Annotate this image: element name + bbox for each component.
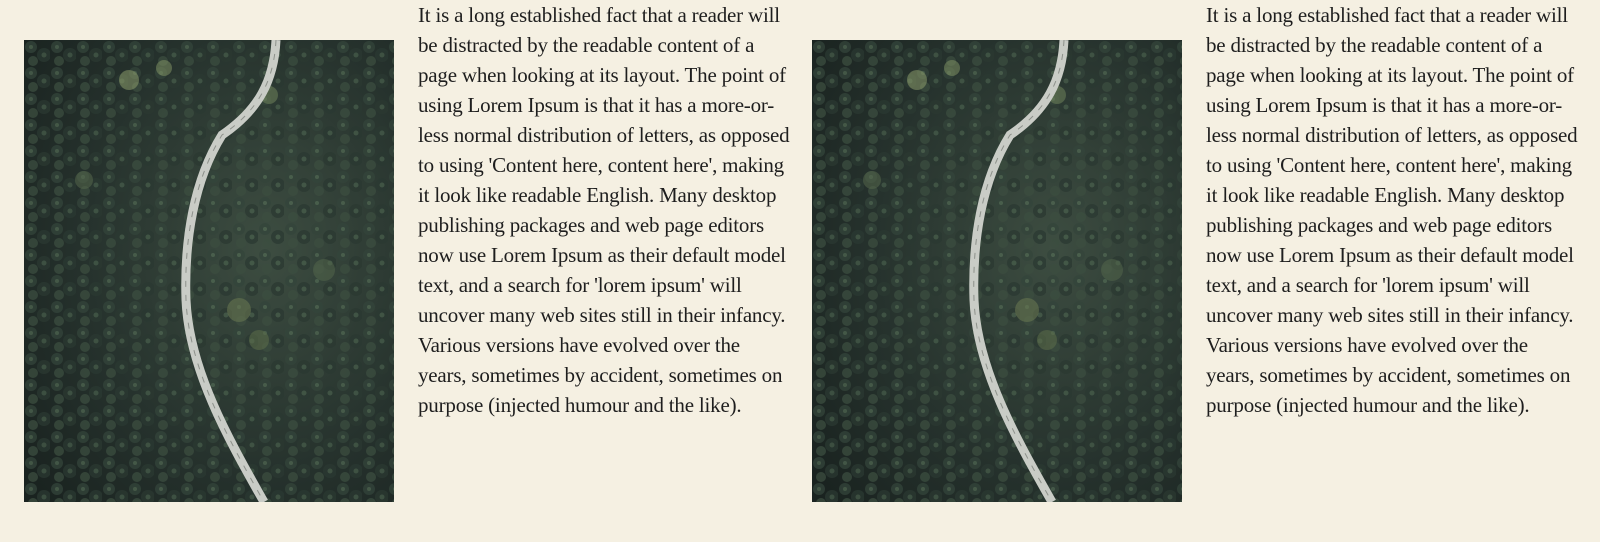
forest-road-image: [24, 40, 394, 502]
forest-road-illustration: [812, 40, 1182, 502]
body-text: It is a long established fact that a reader will be distracted by the readable content of a page when looking at its layout. The point of using Lorem Ipsum is that it has a more-or-less normal distribution of letters, as opposed to using 'Content here, content here', making it look like readable English. Many desktop publishing packages and web page editors now use Lorem Ipsum as their default model text, and a search for 'lorem ipsum' will uncover many web sites still in their infancy. Various versions have evolved over the years, sometimes by accident, sometimes on purpose (injected humour and the like).: [1206, 3, 1578, 417]
content-card-1: [0, 0, 788, 542]
forest-road-illustration: [24, 40, 394, 502]
content-card-2: [788, 0, 1576, 542]
body-text: It is a long established fact that a reader will be distracted by the readable content of a page when looking at its layout. The point of using Lorem Ipsum is that it has a more-or-less normal distribution of letters, as opposed to using 'Content here, content here', making it look like readable English. Many desktop publishing packages and web page editors now use Lorem Ipsum as their default model text, and a search for 'lorem ipsum' will uncover many web sites still in their infancy. Various versions have evolved over the years, sometimes by accident, sometimes on purpose (injected humour and the like).: [418, 3, 790, 417]
forest-road-image: [812, 40, 1182, 502]
